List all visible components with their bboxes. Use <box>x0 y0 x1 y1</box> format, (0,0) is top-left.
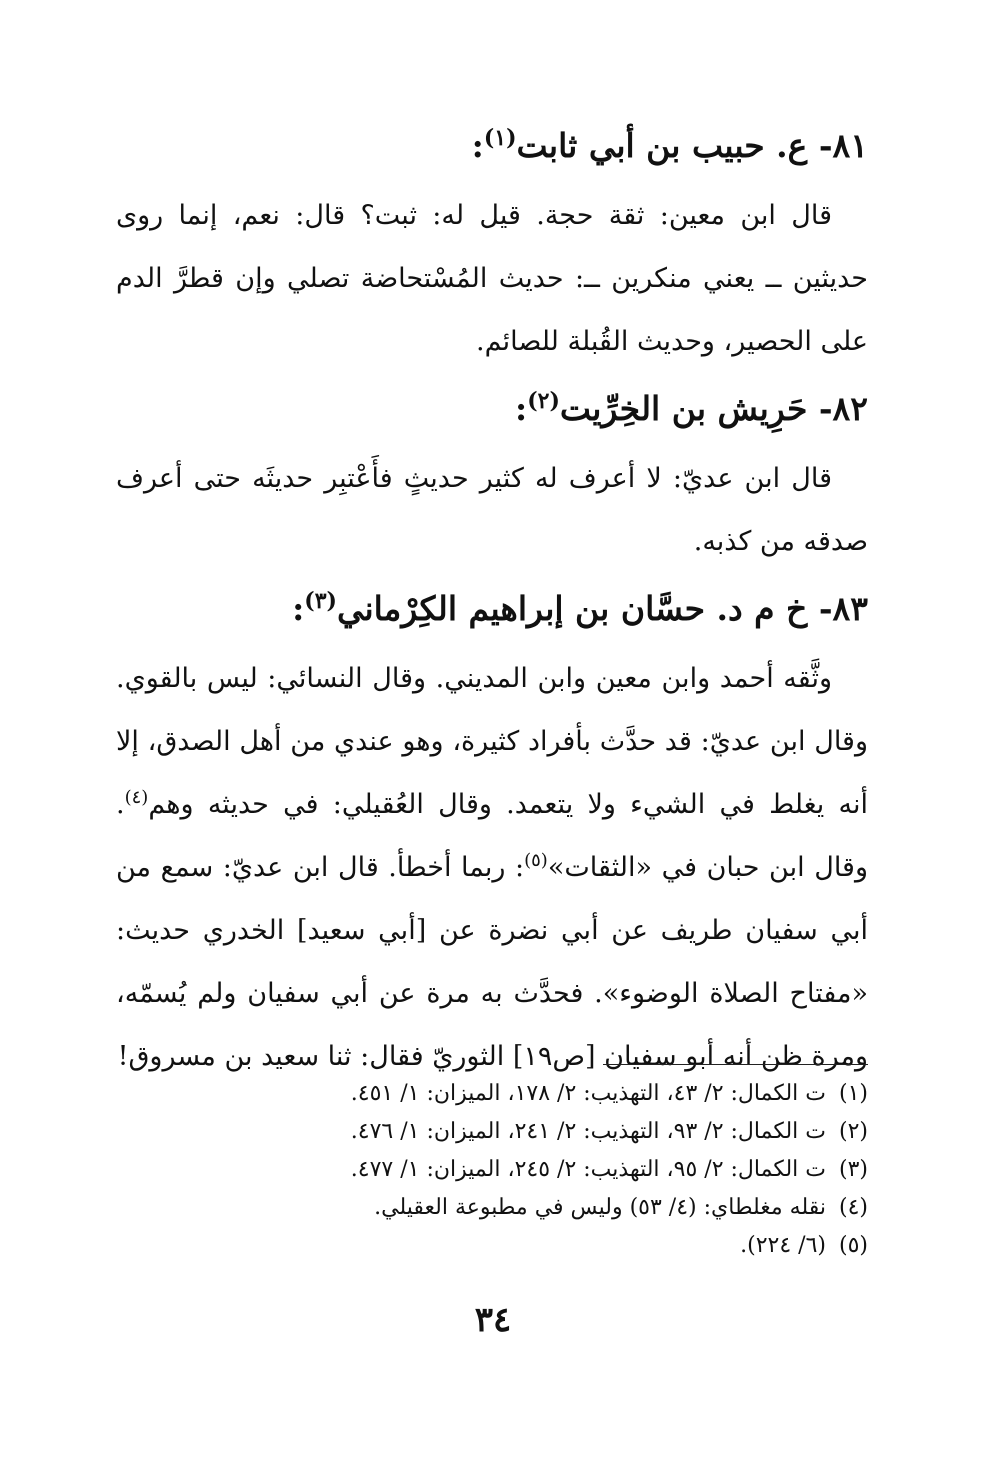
entry-text-82: قال ابن عديّ: لا أعرف له كثير حديثٍ فأَعْتبِر حديثَه حتى أعرف صدقه من كذبه. <box>116 463 868 557</box>
footnotes-list <box>116 1075 868 1265</box>
entry-heading-81 <box>116 118 868 174</box>
footnote-text: ت الكمال: ٢/ ٩٥، التهذيب: ٢/ ٢٤٥، الميزان: ١/ ٤٧٧. <box>350 1157 826 1182</box>
footnote-text: ت الكمال: ٢/ ٩٣، التهذيب: ٢/ ٢٤١، الميزان: ١/ ٤٧٦. <box>350 1119 826 1144</box>
footnote-number: (٣) <box>838 1157 868 1182</box>
footnote-separator <box>603 1064 868 1065</box>
footnote-number: (٤) <box>838 1195 868 1220</box>
entry-text-83-part-b: . وقال ابن حبان في «الثقات» <box>116 789 868 883</box>
entry-heading-81-colon: : <box>471 126 484 165</box>
page-body <box>116 118 868 1096</box>
footnote-ref-3[interactable]: (٣) <box>304 588 337 614</box>
footnote-1 <box>116 1075 868 1113</box>
entry-heading-83-text: ٨٣- خ م د. حسَّان بن إبراهيم الكِرْماني <box>336 589 868 628</box>
footnote-ref-4[interactable]: (٤) <box>124 787 149 808</box>
footnote-text: ت الكمال: ٢/ ٤٣، التهذيب: ٢/ ١٧٨، الميزان: ١/ ٤٥١. <box>350 1081 826 1106</box>
footnote-number: (٥) <box>838 1233 868 1258</box>
footnote-text: نقله مغلطاي: (٤/ ٥٣) وليس في مطبوعة العقيلي. <box>374 1195 826 1220</box>
page-number: ٣٤ <box>474 1300 512 1340</box>
entry-heading-81-text: ٨١- ع. حبيب بن أبي ثابت <box>516 126 868 165</box>
entry-heading-82 <box>116 381 868 437</box>
footnote-ref-1[interactable]: (١) <box>483 125 517 151</box>
entry-text-81: قال ابن معين: ثقة حجة. قيل له: ثبت؟ قال: نعم، إنما روى حديثين ــ يعني منكرين ــ: حديث المُسْتحاضة تصلي وإن قطرَّ الدم على الحصير، وحديث القُبلة للصائم. <box>116 200 868 357</box>
footnote-3 <box>116 1151 868 1189</box>
footnote-4 <box>116 1189 868 1227</box>
entry-heading-82-colon: : <box>515 389 528 428</box>
entry-text-83 <box>116 647 868 1088</box>
footnote-ref-2[interactable]: (٢) <box>527 388 560 414</box>
footnote-number: (١) <box>838 1081 868 1106</box>
entry-text-83-part-a: وثَّقه أحمد وابن معين وابن المديني. وقال النسائي: ليس بالقوي. وقال ابن عديّ: قد حدَّث بأفراد كثيرة، وهو عندي من أهل الصدق، إلا أنه يغلط في الشيء ولا يتعمد. وقال العُقيلي: في حديثه وهم <box>116 663 868 820</box>
footnote-5 <box>116 1227 868 1265</box>
entry-heading-83 <box>116 581 868 637</box>
entry-text-83-part-c: : ربما أخطأ. قال ابن عديّ: سمع من أبي سفيان طريف عن أبي نضرة عن [أبي سعيد] الخدري حديث: «مفتاح الصلاة الوضوء». فحدَّث به مرة عن أبي سفيان ولم يُسمّه، ومرة ظن أنه أبو سفيان [ص١٩] الثوريّ فقال: ثنا سعيد بن مسروق! <box>116 852 868 1072</box>
footnote-text: (٦/ ٢٢٤). <box>740 1233 826 1258</box>
footnote-2 <box>116 1113 868 1151</box>
footnote-ref-5[interactable]: (٥) <box>524 850 548 871</box>
entry-heading-82-text: ٨٢- حَرِيش بن الخِرِّيت <box>559 389 868 428</box>
entry-heading-83-colon: : <box>292 589 305 628</box>
footnote-number: (٢) <box>838 1119 868 1144</box>
